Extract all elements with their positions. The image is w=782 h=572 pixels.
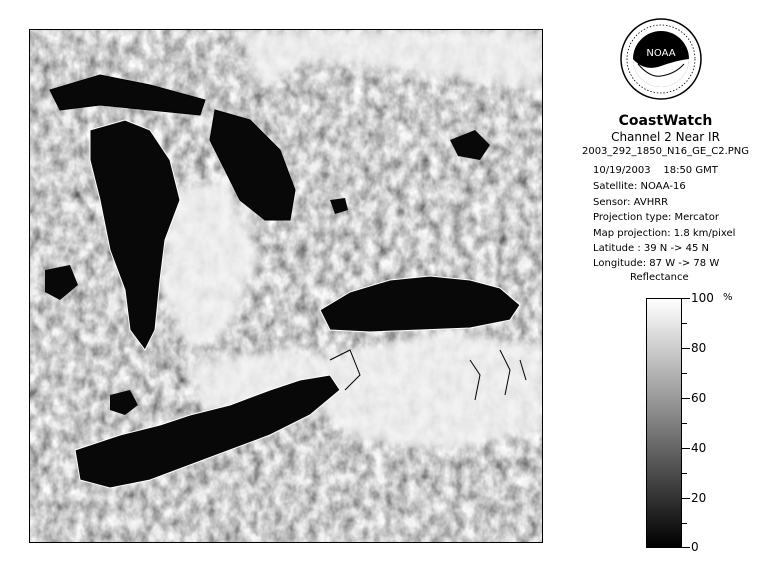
scale-tick: [682, 398, 690, 399]
scale-tick-minor: [682, 473, 687, 474]
scale-label-0: 0: [691, 540, 699, 554]
latitude: Latitude : 39 N -> 45 N: [593, 243, 709, 254]
satellite-image: [29, 29, 543, 543]
scale-tick: [682, 547, 690, 548]
scale-tick-minor: [682, 423, 687, 424]
scale-label-20: 20: [691, 491, 707, 505]
scale-label-100: 100: [691, 291, 714, 305]
satellite: Satellite: NOAA-16: [593, 181, 686, 192]
scale-label-60: 60: [691, 391, 707, 405]
noaa-logo: [620, 18, 702, 100]
scale-unit: %: [723, 292, 733, 303]
reflectance-colorbar: [646, 298, 682, 548]
sensor: Sensor: AVHRR: [593, 197, 669, 208]
filename-label: 2003_292_1850_N16_GE_C2.PNG: [581, 146, 750, 157]
scale-label-80: 80: [691, 341, 707, 355]
scale-tick: [682, 498, 690, 499]
datetime: 10/19/2003 18:50 GMT: [593, 165, 718, 176]
scale-tick: [682, 448, 690, 449]
scale-title: Reflectance: [630, 272, 689, 283]
channel-label: Channel 2 Near IR: [611, 130, 720, 144]
scale-label-40: 40: [691, 441, 707, 455]
satellite-map: [30, 30, 543, 543]
scale-tick-minor: [682, 523, 687, 524]
projection-type: Projection type: Mercator: [593, 212, 719, 223]
scale-tick: [682, 298, 690, 299]
brand-title: CoastWatch: [618, 113, 713, 129]
longitude: Longitude: 87 W -> 78 W: [593, 258, 720, 269]
scale-tick-minor: [682, 373, 687, 374]
map-projection: Map projection: 1.8 km/pixel: [593, 228, 736, 239]
scale-tick: [682, 348, 690, 349]
scale-tick-minor: [682, 323, 687, 324]
logo-text: NOAA: [646, 48, 676, 59]
